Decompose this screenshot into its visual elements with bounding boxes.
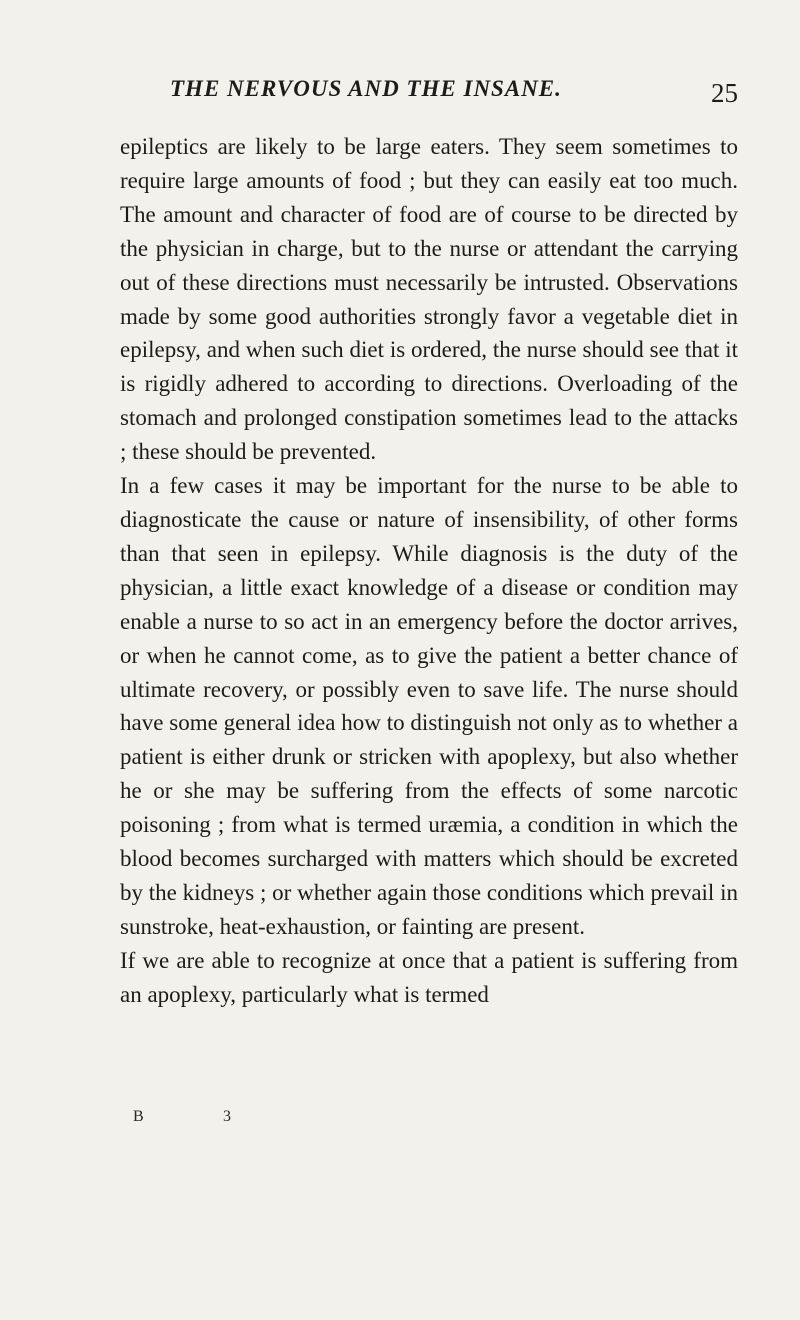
running-head bbox=[120, 76, 740, 116]
printer-signature bbox=[133, 1108, 333, 1134]
paragraph-insensibility-diagnosis: In a few cases it may be important for the nurse to be able to diagnosticate the cause or nature of insensibility, of other forms than that seen in epilepsy. While diagnosis is the duty of the physician, a little exact knowledge of a disease or condition may enable a nurse to so act in an emergency before the doctor arrives, or when he cannot come, as to give the patient a better chance of ultimate recovery, or possibly even to save life. The nurse should have some general idea how to distinguish not only as to whether a patient is either drunk or stricken with apoplexy, but also whether he or she may be suffering from the effects of some narcotic poisoning ; from what is termed uræmia, a condition in which the blood becomes surcharged with matters which should be excreted by the kidneys ; or whether again those conditions which prevail in sunstroke, heat-exhaustion, or fainting are present. bbox=[120, 473, 738, 939]
body-text bbox=[120, 130, 738, 1012]
signature-letter: B bbox=[133, 1108, 144, 1125]
paragraph-apoplexy: If we are able to recognize at once that a patient is suffering from an apoplexy, particularly what is termed bbox=[120, 947, 738, 1007]
running-title: THE NERVOUS AND THE INSANE. bbox=[170, 76, 562, 101]
paragraph-epileptics-diet: epileptics are likely to be large eaters. They seem sometimes to require large amounts of food ; but they can easily eat too much. The amount and character of food are of course to be directed by the physician in charge, but to the nurse or attendant the carrying out of these directions must necessarily be intrusted. Observations made by some good authorities strongly favor a vegetable diet in epilepsy, and when such diet is ordered, the nurse should see that it is rigidly adhered to according to directions. Overloading of the stomach and prolonged constipation sometimes lead to the attacks ; these should be prevented. bbox=[120, 134, 738, 465]
page-number: 25 bbox=[711, 78, 738, 108]
signature-number: 3 bbox=[223, 1108, 231, 1125]
